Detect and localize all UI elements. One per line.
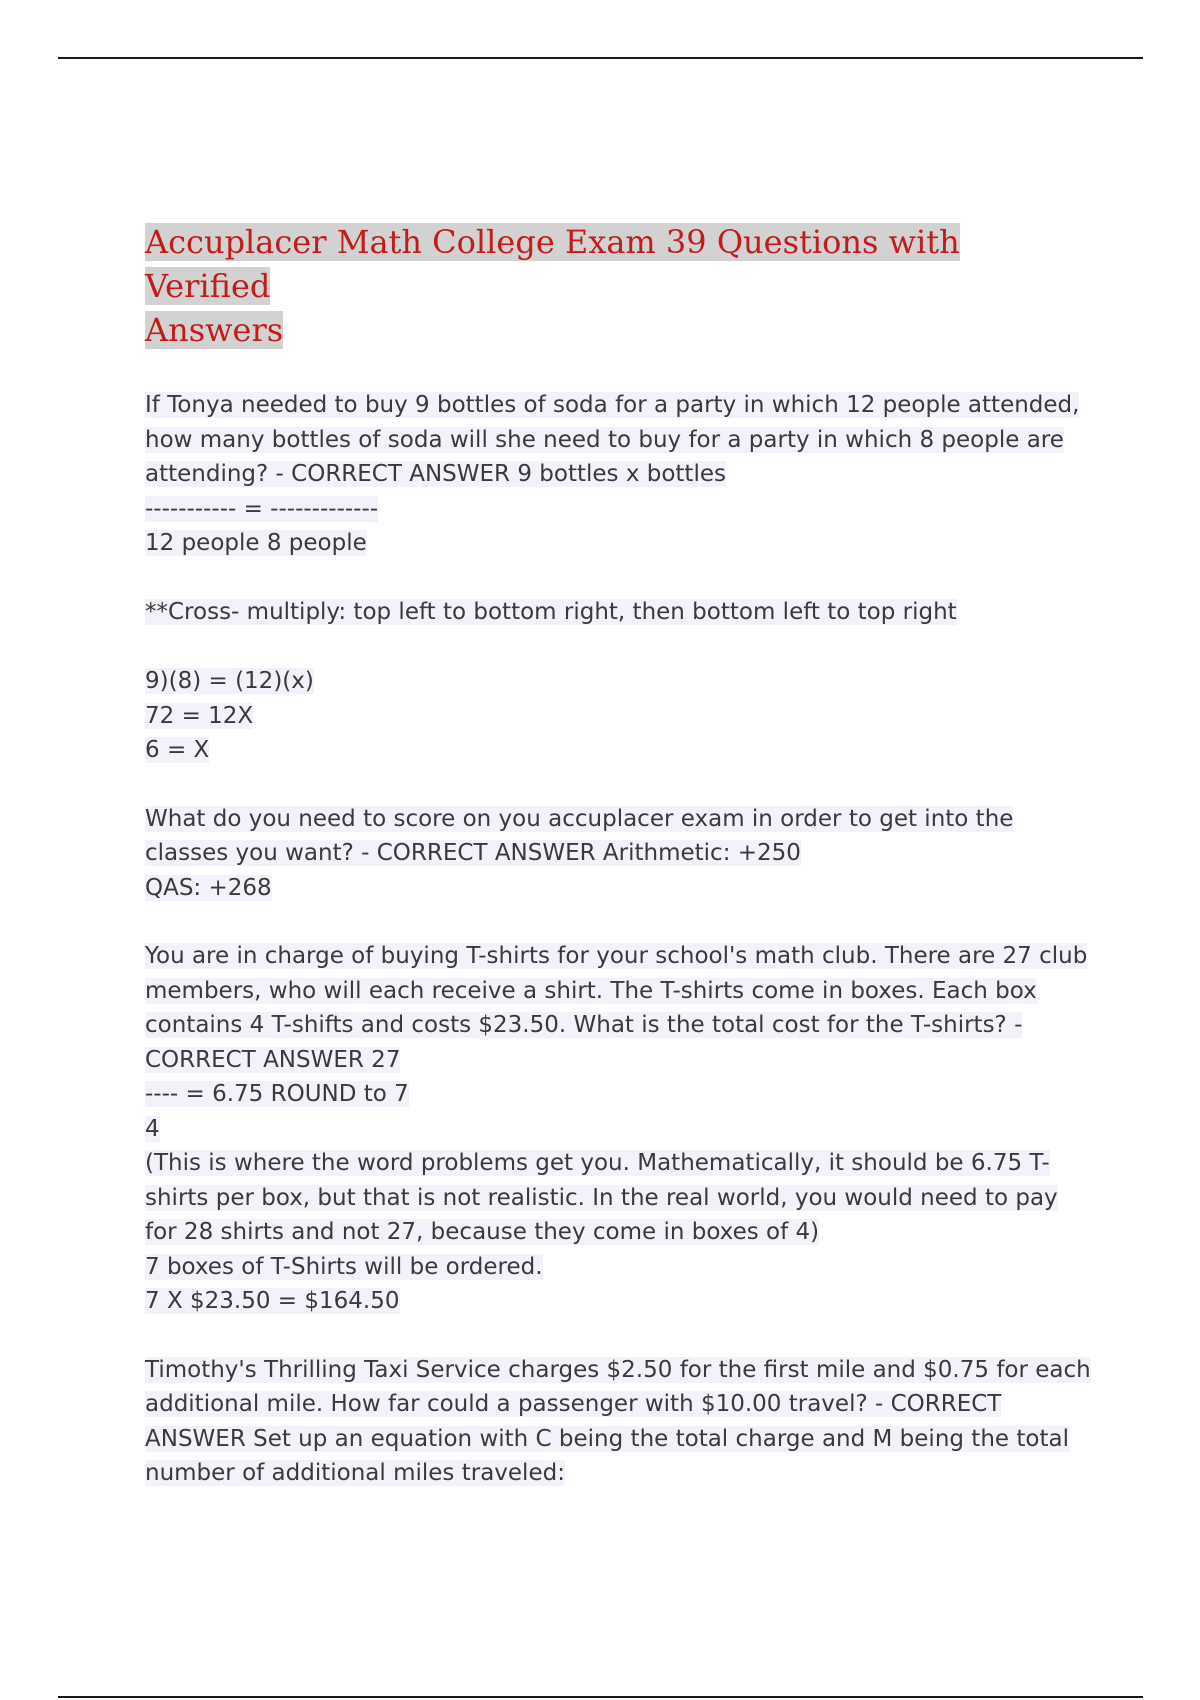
question-answer-block	[145, 939, 1095, 1319]
text-line	[145, 526, 1095, 561]
text-line	[145, 1284, 1095, 1319]
text-line	[145, 423, 1095, 458]
text-line	[145, 1146, 1095, 1181]
text-line-content: classes you want? - CORRECT ANSWER Arithmetic: +250	[145, 840, 801, 866]
text-line	[145, 457, 1095, 492]
text-line-content: additional mile. How far could a passenger with $10.00 travel? - CORRECT	[145, 1391, 1002, 1417]
text-line	[145, 1112, 1095, 1147]
text-line-content: 7 boxes of T-Shirts will be ordered.	[145, 1253, 543, 1280]
text-line	[145, 1387, 1095, 1422]
text-line-content: how many bottles of soda will she need to buy for a party in which 8 people are	[145, 426, 1064, 453]
text-line	[145, 733, 1095, 768]
title-line: Answers	[145, 311, 284, 349]
header-rule	[58, 57, 1143, 59]
text-line-content: (This is where the word problems get you. Mathematically, it should be 6.75 T-	[145, 1150, 1050, 1176]
blank-line	[145, 630, 1095, 665]
text-line	[145, 1215, 1095, 1250]
text-line	[145, 1043, 1095, 1078]
text-line	[145, 595, 1095, 630]
text-line-content: 12 people 8 people	[145, 530, 367, 556]
question-list	[145, 388, 1095, 1491]
text-line-content: ANSWER Set up an equation with C being the total charge and M being the total	[145, 1425, 1069, 1452]
question-answer-block	[145, 1353, 1095, 1491]
text-line-content: number of additional miles traveled:	[145, 1460, 565, 1486]
text-line-content: **Cross- multiply: top left to bottom right, then bottom left to top right	[145, 599, 957, 625]
text-line-content: 6 = X	[145, 737, 210, 763]
footer-rule	[58, 1696, 1143, 1698]
text-line	[145, 1077, 1095, 1112]
question-answer-block	[145, 388, 1095, 768]
text-line-content: 72 = 12X	[145, 702, 254, 729]
text-line	[145, 492, 1095, 527]
title-line: Accuplacer Math College Exam 39 Questions with Verified	[145, 223, 960, 305]
text-line-content: ---- = 6.75 ROUND to 7	[145, 1081, 409, 1107]
text-line	[145, 1456, 1095, 1491]
text-line-content: 4	[145, 1115, 160, 1142]
text-line-content: contains 4 T-shifts and costs $23.50. What is the total cost for the T-shirts? -	[145, 1012, 1023, 1038]
text-line-content: What do you need to score on you accuplacer exam in order to get into the	[145, 805, 1014, 832]
text-line-content: Timothy's Thrilling Taxi Service charges $2.50 for the first mile and $0.75 for each	[145, 1356, 1091, 1383]
text-line-content: You are in charge of buying T-shirts for your school's math club. There are 27 club	[145, 943, 1088, 969]
text-line-content: members, who will each receive a shirt. The T-shirts come in boxes. Each box	[145, 977, 1037, 1004]
text-line-content: shirts per box, but that is not realistic. In the real world, you would need to pay	[145, 1184, 1058, 1211]
text-line	[145, 699, 1095, 734]
text-line	[145, 1181, 1095, 1216]
question-answer-block	[145, 802, 1095, 906]
text-line	[145, 1250, 1095, 1285]
text-line	[145, 871, 1095, 906]
document-title	[145, 220, 1095, 352]
text-line	[145, 974, 1095, 1009]
blank-line	[145, 561, 1095, 596]
text-line-content: for 28 shirts and not 27, because they come in boxes of 4)	[145, 1219, 820, 1245]
text-line-content: CORRECT ANSWER 27	[145, 1046, 401, 1073]
text-line	[145, 664, 1095, 699]
document-body	[145, 220, 1095, 1525]
text-line-content: 9)(8) = (12)(x)	[145, 668, 314, 694]
text-line-content: ----------- = -------------	[145, 495, 379, 522]
text-line	[145, 1008, 1095, 1043]
text-line	[145, 1422, 1095, 1457]
text-line-content: 7 X $23.50 = $164.50	[145, 1288, 400, 1314]
text-line	[145, 836, 1095, 871]
text-line-content: QAS: +268	[145, 874, 272, 901]
text-line	[145, 802, 1095, 837]
text-line-content: If Tonya needed to buy 9 bottles of soda for a party in which 12 people attended,	[145, 392, 1080, 418]
text-line	[145, 939, 1095, 974]
text-line-content: attending? - CORRECT ANSWER 9 bottles x bottles	[145, 461, 726, 487]
text-line	[145, 1353, 1095, 1388]
text-line	[145, 388, 1095, 423]
